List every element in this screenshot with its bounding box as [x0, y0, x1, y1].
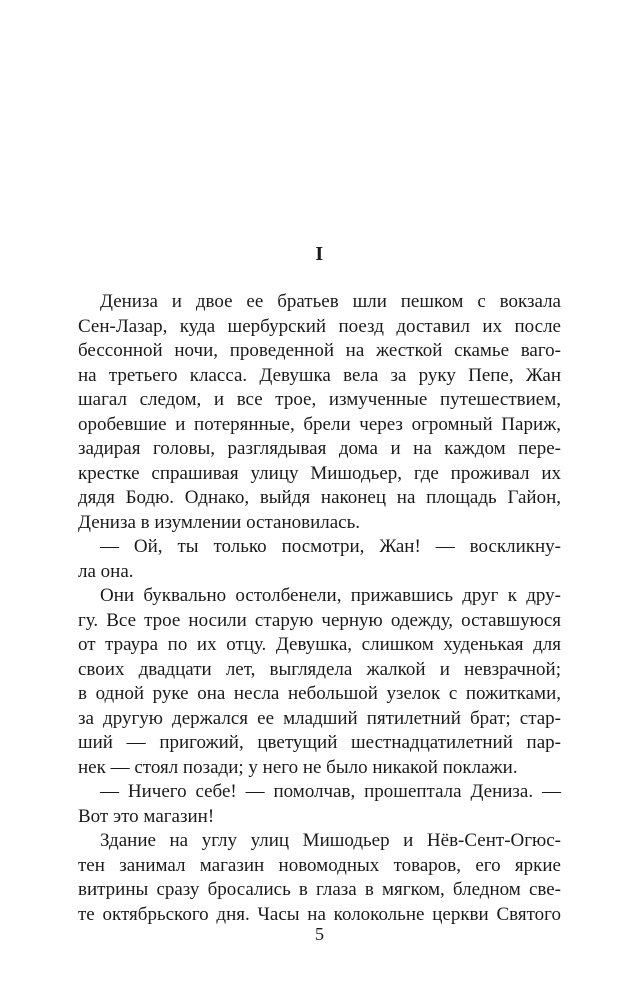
- text-line: — Ой, ты только посмотри, Жан! — воскликну-: [100, 536, 561, 557]
- chapter-heading: I: [315, 243, 324, 265]
- text-line: тен занимал магазин новомодных товаров, его яркие: [78, 854, 561, 876]
- text-line: Вот это магазин!: [78, 805, 215, 827]
- text-line: в одной руке она несла небольшой узелок с пожитками,: [78, 683, 561, 704]
- text-line: Здание на углу улиц Мишодьер и Нёв-Сент-Огюс-: [100, 830, 561, 851]
- text-line: бессонной ночи, проведенной на жесткой скамье ваго-: [78, 340, 561, 361]
- text-line: за другую держался ее младший пятилетний брат; стар-: [78, 707, 561, 729]
- body-text: [78, 290, 561, 927]
- text-line: Сен-Лазар, куда шербурский поезд доставил их после: [78, 315, 561, 337]
- text-line: гу. Все трое носили старую черную одежду, оставшуюся: [78, 609, 561, 631]
- text-line: дядя Бодю. Однако, выйдя наконец на площадь Гайон,: [78, 487, 561, 508]
- text-line: витрины сразу бросались в глаза в мягком, бледном све-: [78, 879, 561, 900]
- text-line: — Ничего себе! — помолчав, прошептала Дениза. —: [100, 781, 561, 802]
- text-line: своих двадцати лет, выглядела жалкой и невзрачной;: [78, 658, 561, 680]
- text-line: Дениза и двое ее братьев шли пешком с вокзала: [100, 291, 561, 312]
- page-number: 5: [315, 924, 324, 944]
- text-line: те октябрьского дня. Часы на колокольне церкви Святого: [78, 903, 561, 925]
- text-line: Они буквально остолбенели, прижавшись друг к дру-: [100, 585, 561, 606]
- text-line: крестке спрашивая улицу Мишодьер, где проживал их: [78, 462, 561, 484]
- text-line: нек — стоял позади; у него не было никакой поклажи.: [78, 756, 518, 778]
- text-line: задирая головы, разглядывая дома и на каждом пере-: [78, 438, 561, 459]
- text-line: ла она.: [78, 560, 134, 582]
- text-line: шагал следом, и все трое, измученные путешествием,: [78, 389, 561, 410]
- text-line: от траура по их отцу. Девушка, слишком худенькая для: [78, 634, 561, 655]
- text-line: ший — пригожий, цветущий шестнадцатилетний пар-: [78, 732, 561, 753]
- text-line: Дениза в изумлении остановилась.: [78, 511, 361, 533]
- text-line: на третьего класса. Девушка вела за руку Пепе, Жан: [78, 364, 561, 386]
- text-line: оробевшие и потерянные, брели через огромный Париж,: [78, 413, 561, 435]
